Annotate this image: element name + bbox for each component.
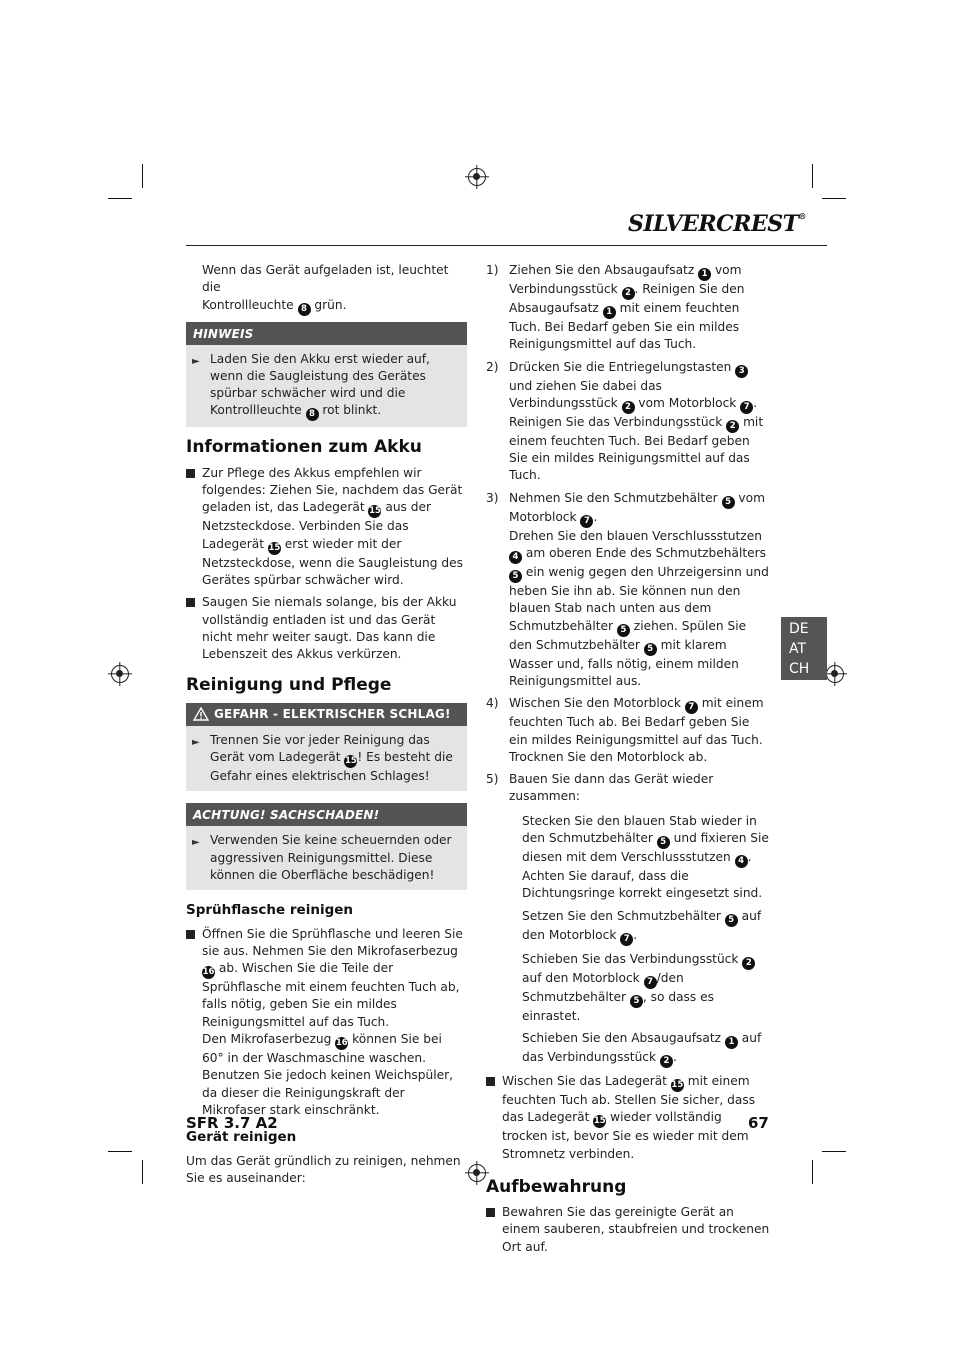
section-heading-akku: Informationen zum Akku bbox=[186, 437, 422, 458]
triangle-right-icon: ► bbox=[192, 837, 200, 849]
list-item: Bewahren Sie das gereinigte Gerät an einem sauberen, staubfreien und trockenen Ort auf. bbox=[486, 1204, 770, 1256]
hinweis-title: HINWEIS bbox=[186, 322, 467, 345]
hinweis-text: Laden Sie den Akku erst wieder auf, wenn die Saugleistung des Gerätes spürbar schwächer wird und die Kontrollleuchte 8 rot blinkt. bbox=[210, 351, 430, 420]
triangle-right-icon: ► bbox=[192, 736, 200, 748]
step-3: 3) Nehmen Sie den Schmutzbehälter 5 vom Motorblock 7 . Drehen Sie den blauen Verschlussstutzen 4 am oberen Ende des Schmutzbehälters 5 ein wenig gegen den Uhrzeigersinn und heben Sie ihn ab. Sie können nun den blauen Stab nach unten aus dem Schmutzbehälter 5 ziehen. Spülen Sie den Schmutzbehälter 5 mit klarem Wasser und, falls nötig, einem milden Reinigungsmittel aus. bbox=[486, 490, 769, 688]
crop-mark bbox=[142, 164, 143, 188]
subheading-spray: Sprühflasche reinigen bbox=[186, 902, 353, 919]
brand-logo: SILVERCREST® bbox=[628, 211, 806, 237]
header-rule bbox=[186, 245, 827, 246]
achtung-title: ACHTUNG! SACHSCHADEN! bbox=[186, 803, 467, 826]
achtung-box bbox=[186, 803, 467, 890]
geraet-text: Um das Gerät gründlich zu reinigen, nehmen Sie es auseinander: bbox=[186, 1153, 461, 1185]
gefahr-box bbox=[186, 703, 467, 792]
reassembly-step: Schieben Sie das Verbindungsstück 2 auf den Motorblock 7 /den Schmutzbehälter 5 , so dass es einrastet. bbox=[486, 951, 770, 1025]
subheading-geraet: Gerät reinigen bbox=[186, 1129, 297, 1146]
crop-mark bbox=[822, 198, 846, 199]
footer-model: SFR 3.7 A2 bbox=[186, 1114, 278, 1132]
step-5: 5) Bauen Sie dann das Gerät wieder zusammen: bbox=[486, 772, 714, 804]
achtung-text: Verwenden Sie keine scheuernden oder aggressiven Reinigungsmittel. Diese können die Oberfläche beschädigen! bbox=[210, 833, 452, 882]
list-item: Wischen Sie das Ladegerät 15 mit einem feuchten Tuch ab. Stellen Sie sicher, dass das Ladegerät 15 wieder vollständig trocken ist, bevor Sie es wieder mit dem Stromnetz verbinden. bbox=[486, 1073, 770, 1163]
registration-mark-icon bbox=[468, 1164, 486, 1182]
black-square-icon bbox=[186, 465, 202, 589]
gefahr-title: GEFAHR - ELEKTRISCHER SCHLAG! bbox=[186, 703, 467, 726]
right-column bbox=[486, 262, 770, 1261]
list-item: Zur Pflege des Akkus empfehlen wir folgendes: Ziehen Sie, nachdem das Gerät geladen ist, das Ladegerät 15 aus der Netzsteckdose. Verbinden Sie das Ladegerät 15 erst wieder mit der Netzsteckdose, wenn die Saugleistung des Gerätes spürbar schwächer wird. bbox=[186, 465, 467, 589]
crop-mark bbox=[822, 1151, 846, 1152]
registration-mark-icon bbox=[468, 168, 486, 186]
reassembly-step: Setzen Sie den Schmutzbehälter 5 auf den Motorblock 7 . bbox=[522, 908, 762, 944]
left-column bbox=[186, 262, 467, 1191]
crop-mark bbox=[812, 164, 813, 188]
crop-mark bbox=[108, 198, 132, 199]
crop-mark bbox=[142, 1160, 143, 1184]
black-square-icon bbox=[186, 926, 202, 1120]
black-square-icon bbox=[486, 1073, 502, 1163]
hinweis-box bbox=[186, 322, 467, 428]
list-item: Saugen Sie niemals solange, bis der Akku vollständig entladen ist und das Gerät nicht mehr weiter saugt. Das kann die Lebenszeit des Akkus verkürzen. bbox=[186, 594, 467, 663]
reassembly-step: Stecken Sie den blauen Stab wieder in den Schmutzbehälter 5 und fixieren Sie diesen mit dem Verschlussstutzen 4 . Achten Sie darauf, dass die Dichtungsringe korrekt eingesetzt sind. bbox=[522, 813, 769, 901]
step-1: 1) Ziehen Sie den Absaugaufsatz 1 vom Verbindungsstück 2 . Reinigen Sie den Absaugaufsatz 1 mit einem feuchten Tuch. Bei Bedarf geben Sie ein mildes Reinigungsmittel auf das Tuch. bbox=[486, 263, 745, 352]
section-heading-pflege: Reinigung und Pflege bbox=[186, 675, 392, 696]
section-heading-aufbewahrung: Aufbewahrung bbox=[486, 1176, 627, 1197]
black-square-icon bbox=[186, 594, 202, 663]
registration-mark-icon bbox=[826, 665, 844, 683]
warning-triangle-icon bbox=[193, 707, 209, 721]
page-number: 67 bbox=[748, 1114, 769, 1132]
crop-mark bbox=[108, 1151, 132, 1152]
list-item: Öffnen Sie die Sprühflasche und leeren Sie sie aus. Nehmen Sie den Mikrofaserbezug 16 ab. Wischen Sie die Teile der Sprühflasche mit einem feuchten Tuch ab, falls nötig, geben Sie ein mildes Reinigungsmittel auf das Tuch. Den Mikrofaserbezug 16 können Sie bei 60° in der Waschmaschine waschen. Benutzen Sie jedoch keinen Weichspüler, da dieser die Reinigungskraft der Mikrofaser stark einschränkt. bbox=[186, 926, 467, 1120]
step-4: 4) Wischen Sie den Motorblock 7 mit einem feuchten Tuch ab. Bei Bedarf geben Sie ein mildes Reinigungsmittel auf das Tuch. Trocknen Sie den Motorblock ab. bbox=[486, 696, 764, 764]
registration-mark-icon bbox=[111, 665, 129, 683]
language-tab: DE AT CH bbox=[781, 617, 827, 680]
intro-text: Wenn das Gerät aufgeladen ist, leuchtet die Kontrollleuchte 8 grün. bbox=[202, 263, 449, 314]
black-square-icon bbox=[486, 1204, 502, 1256]
triangle-right-icon: ► bbox=[192, 355, 200, 367]
reassembly-step: Schieben Sie den Absaugaufsatz 1 auf das Verbindungsstück 2 . bbox=[522, 1030, 762, 1066]
gefahr-text: Trennen Sie vor jeder Reinigung das Gerät vom Ladegerät 15! Es besteht die Gefahr eines elektrischen Schlages! bbox=[210, 732, 453, 784]
step-2: 2) Drücken Sie die Entriegelungstasten 3 und ziehen Sie dabei das Verbindungsstück 2 vom Motorblock 7 . Reinigen Sie das Verbindungsstück 2 mit einem feuchten Tuch. Bei Bedarf geben Sie ein mildes Reinigungsmittel auf das Tuch. bbox=[486, 359, 764, 483]
crop-mark bbox=[812, 1160, 813, 1184]
callout-8: 8 bbox=[298, 303, 311, 316]
